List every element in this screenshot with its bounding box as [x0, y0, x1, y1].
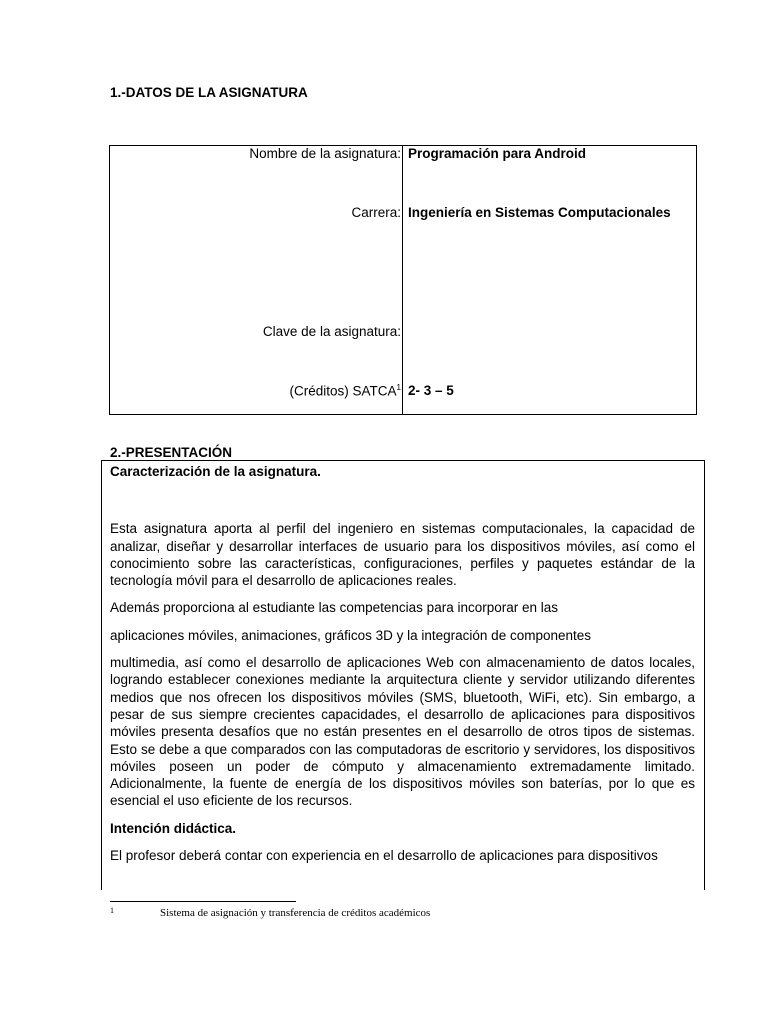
paragraph-3: aplicaciones móviles, animaciones, gráficos 3D y la integración de componentes	[110, 627, 592, 643]
paragraph-2: Además proporciona al estudiante las competencias para incorporar en las	[110, 600, 559, 616]
intencion-heading: Intención didáctica.	[110, 820, 237, 836]
footnote-text: Sistema de asignación y transferencia de créditos académicos	[160, 907, 431, 919]
presentacion-content	[110, 463, 695, 864]
footnote-ref: 1	[396, 383, 401, 392]
section-heading-presentacion: 2.-PRESENTACIÓN	[110, 445, 233, 460]
nombre-label: Nombre de la asignatura:	[249, 146, 401, 161]
creditos-label	[290, 383, 401, 399]
table-row-nombre	[110, 146, 696, 164]
creditos-label-text: (Créditos) SATCA	[289, 383, 397, 399]
footnote-rule	[110, 901, 296, 902]
carrera-value: Ingeniería en Sistemas Computacionales	[408, 205, 671, 220]
section-heading-datos: 1.-DATOS DE LA ASIGNATURA	[110, 85, 308, 100]
clave-label: Clave de la asignatura:	[262, 324, 401, 339]
paragraph-4: multimedia, así como el desarrollo de aplicaciones Web con almacenamiento de datos locales, logrando establecer conexiones mediante la arquitectura cliente y servidor utilizando diferentes medios que nos ofrecen los dispositivos móviles (SMS, bluetooth, WiFi, etc). Sin embargo, a pesar de sus siempre crecientes capacidades, el desarrollo de aplicaciones para dispositivos móviles presenta desafíos que no están presentes en el desarrollo de otros tipos de sistemas. Esto se debe a que comparados con las computadoras de escritorio y servidores, los dispositivos móviles poseen un poder de cómputo y almacenamiento extremadamente limitado. Adicionalmente, la fuente de energía de los dispositivos móviles son baterías, por lo que es esencial el uso eficiente de los recursos.	[110, 655, 695, 809]
paragraph-5: El profesor deberá contar con experiencia en el desarrollo de aplicaciones para dispositivos	[110, 848, 658, 864]
creditos-value: 2- 3 – 5	[408, 383, 454, 398]
nombre-value: Programación para Android	[408, 146, 587, 161]
table-row-clave	[110, 324, 696, 342]
table-divider	[402, 146, 403, 414]
table-row-creditos	[110, 383, 696, 401]
footnote-number: 1	[110, 906, 114, 915]
presentacion-box	[101, 460, 705, 890]
paragraph-1: Esta asignatura aporta al perfil del ingeniero en sistemas computacionales, la capacidad de analizar, diseñar y desarrollar interfaces de usuario para los dispositivos móviles, así como el conocimiento sobre las características, configuraciones, perfiles y paquetes estándar de la tecnología móvil para el desarrollo de aplicaciones reales.	[110, 521, 695, 589]
carrera-label: Carrera:	[351, 205, 401, 220]
caracterizacion-heading: Caracterización de la asignatura.	[110, 464, 321, 479]
table-row-carrera	[110, 205, 696, 223]
datos-table	[109, 145, 697, 415]
